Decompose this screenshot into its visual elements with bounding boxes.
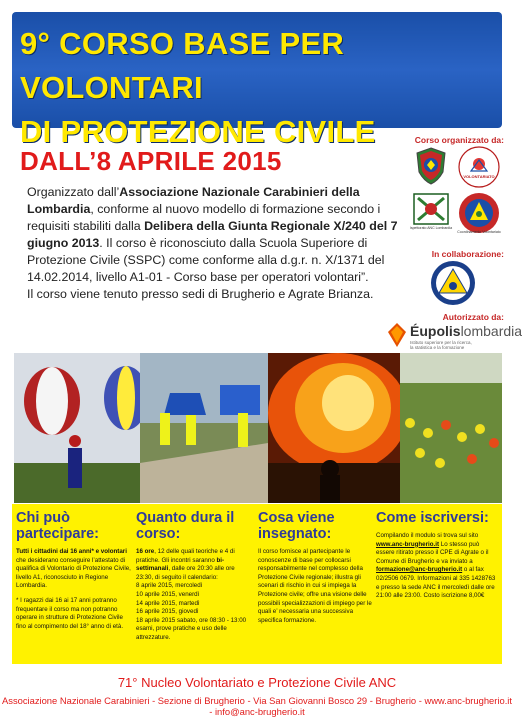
duration-body-2: , dalle ore 20:30 alle ore 23:30, di seguito il calendario:: [136, 565, 235, 581]
intro-delibera: Delibera della Giunta Regionale X/240 del 7 giugno 2013: [27, 219, 398, 250]
photo-volunteers-group: [400, 353, 502, 503]
course-start-date: DALL’8 APRILE 2015: [20, 146, 282, 176]
email-link[interactable]: formazione@anc-brugherio.it: [376, 566, 463, 574]
duration-hours: 16 ore: [136, 548, 155, 555]
who-can-join-bold: Tutti i cittadini dai 16 anni* e volontari: [16, 548, 127, 555]
intro-text-e: . Il corso è riconosciuto dalla Scuola Superiore di Protezione Civile (SSPC) come conforme alla d.g.r. n. X/1371 del 14.02.2014, livello A1-01 - Corso base per operatori volontari”.: [27, 236, 385, 284]
how-to-register-heading: Come iscriversi:: [376, 510, 489, 526]
who-can-join-heading: Chi può partecipare:: [16, 510, 100, 542]
protezione-civile-logo: [430, 260, 476, 306]
register-text-3: o al fax 02/2506 0679. Informazioni al 335 1428763 e presso la sede ANC il mercoledì dalle ore 21:00 alle 23:00. Costo iscrizione 8,00€: [376, 566, 496, 600]
what-is-taught-text: Il corso fornisce al partecipante le conoscenze di base per collocarsi responsabilmente nel complesso della Protezione Civile regionale; illustra gli scenari di rischio in cui si impiega la Protezione civile; offre una visione delle possibili specializzazioni di impiego per le quali e’ necessaria una successiva specifica formazione.: [258, 548, 372, 624]
eupolis-name: Éupolis: [410, 323, 461, 339]
nucleo-volontariato-logo: [458, 192, 500, 236]
intro-venues: Il corso viene tenuto presso sedi di Brugherio e Agrate Brianza.: [27, 287, 374, 301]
who-can-join-column: [16, 510, 132, 631]
ispettorato-logo: [409, 192, 453, 232]
photo-strip: [14, 353, 502, 503]
intro-text-a: Organizzato dall’: [27, 185, 120, 199]
website-link[interactable]: www.anc-brugherio.it: [376, 540, 440, 548]
eupolis-tagline-1: Istituto superiore per la ricerca,: [410, 340, 472, 345]
course-duration-heading: Quanto dura il corso:: [136, 510, 235, 542]
duration-frequency: bi-settimanali: [136, 556, 225, 573]
nucleo-logo-text: Coordinamento Volontariato: [457, 230, 501, 234]
intro-text-c: , conforme al nuovo modello di formazione secondo i requisiti stabiliti dalla: [27, 202, 381, 233]
organized-by-label: Corso organizzato da:: [414, 135, 504, 145]
who-can-join-body: che desiderano conseguire l’attestato di qualifica di Volontario di Protezione Civile, livello A1, riconosciuto in Regione Lombardia.: [16, 556, 131, 590]
course-duration-text: [136, 548, 252, 643]
collaboration-label: In collaborazione:: [431, 249, 504, 259]
authorized-by-label: Autorizzato da:: [442, 312, 504, 322]
intro-paragraph: [27, 184, 399, 303]
duration-body-1: , 12 delle quali teoriche e 4 di pratiche. Gli incontri saranno: [136, 548, 235, 564]
how-to-register-text: [376, 532, 496, 601]
volontariato-logo-text: VOLONTARIATO: [463, 174, 495, 179]
course-calendar: 8 aprile 2015, mercoledì 10 aprile 2015, venerdì 14 aprile 2015, martedì 16 aprile 2015, giovedì 18 aprile 2015 sabato, ore 08:30 - 13:00 esami, prove pratiche e uso delle attrezzature.: [136, 582, 247, 641]
title-line-1: 9° CORSO BASE PER VOLONTARI: [20, 26, 345, 105]
title-line-2: DI PROTEZIONE CIVILE: [20, 114, 376, 149]
volontariato-logo: [458, 146, 500, 188]
what-is-taught-column: [258, 510, 374, 625]
footer-address: Associazione Nazionale Carabinieri - Sezione di Brugherio - Via San Giovanni Bosco 29 - Brugherio - www.anc-brugherio.it - info@anc-brugherio.it: [2, 695, 512, 717]
register-text-2: Lo stesso può essere ritirato presso il CPE di Agrate o il Comune di Brugherio e va inviato a: [376, 540, 489, 565]
age-note: * I ragazzi dai 16 ai 17 anni potranno frequentare il corso ma non potranno operare in strutture di Protezione Civile fino al compimento del 18° anno di età.: [16, 596, 124, 630]
info-band: [12, 504, 502, 664]
footer-title: 71° Nucleo Volontariato e Protezione Civile ANC: [117, 675, 397, 690]
course-duration-column: [136, 510, 252, 643]
eupolis-logo: [388, 323, 522, 353]
photo-training-camp: [140, 353, 268, 503]
who-can-join-text: [16, 548, 132, 591]
what-is-taught-heading: Cosa viene insegnato:: [258, 510, 335, 542]
ispettorato-logo-text: Ispettorato ANC Lombardia: [409, 226, 453, 230]
how-to-register-column: [376, 510, 496, 601]
anc-crest-logo: [414, 146, 448, 186]
photo-hot-air-balloons: [14, 353, 140, 503]
photo-fire-training: [268, 353, 400, 503]
intro-organizer: Associazione Nazionale Carabinieri della Lombardia: [27, 185, 360, 216]
eupolis-region: lombardia: [460, 323, 522, 339]
register-text-1: Compilando il modulo si trova sul sito: [376, 532, 479, 539]
eupolis-tagline-2: la statistica e la formazione: [410, 345, 465, 350]
